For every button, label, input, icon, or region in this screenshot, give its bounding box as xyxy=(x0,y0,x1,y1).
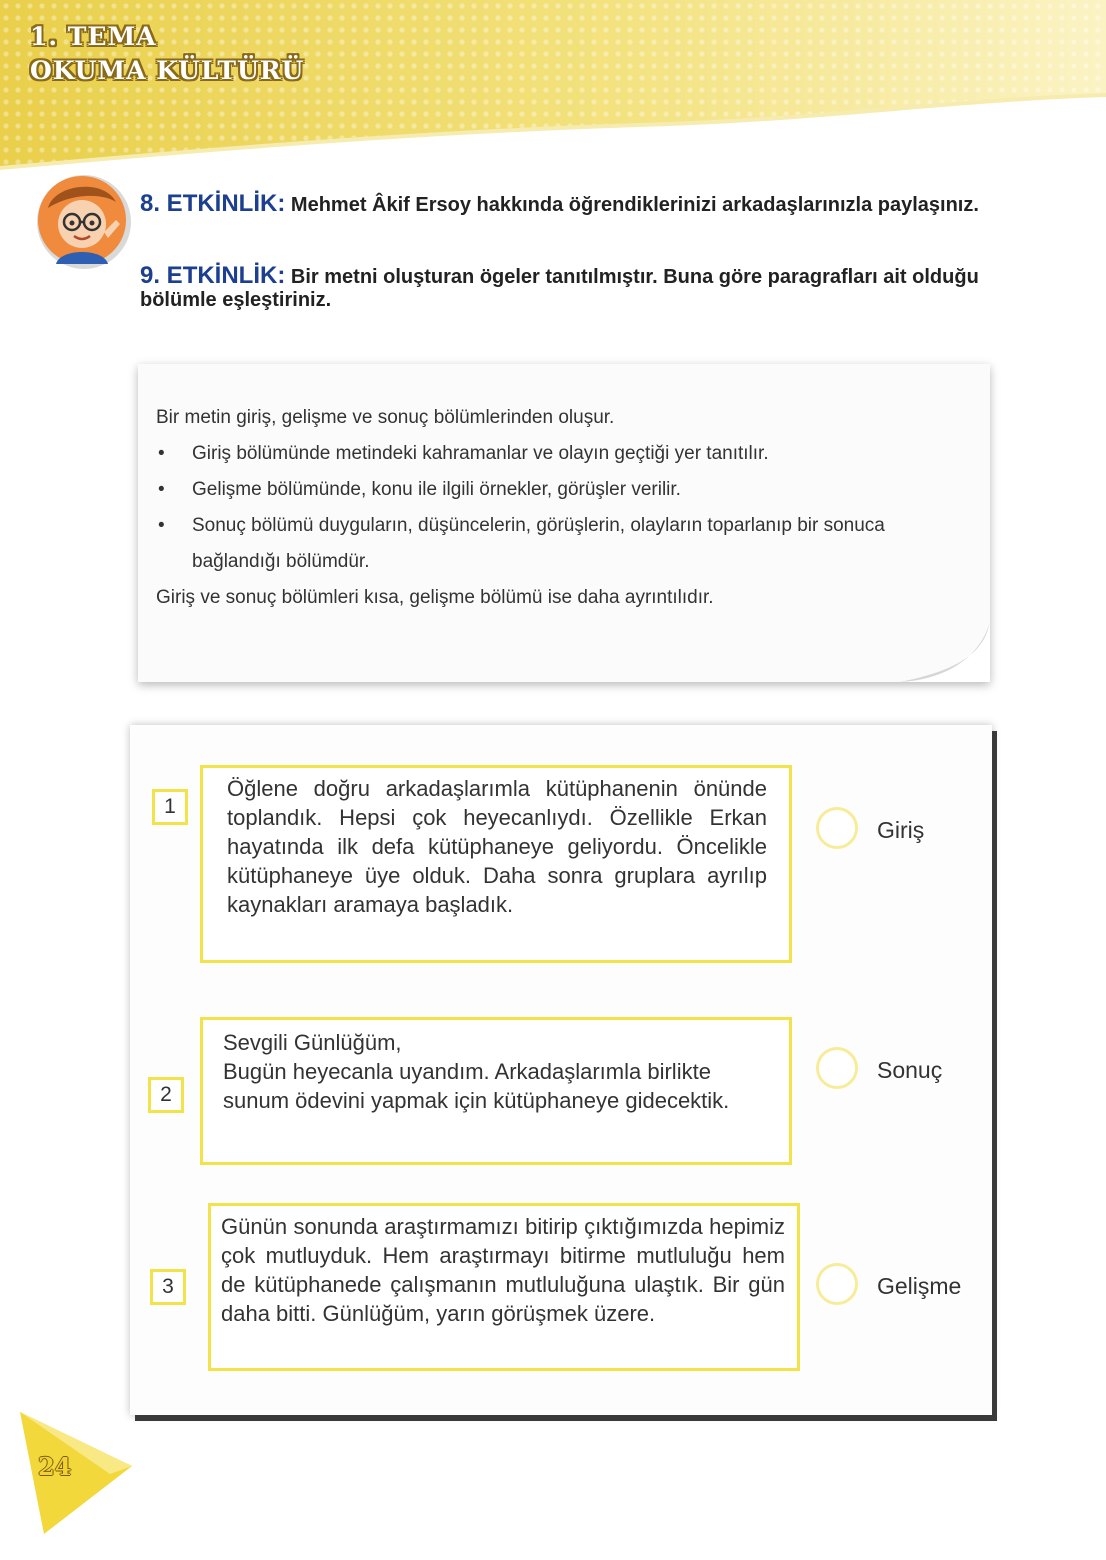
info-bullet: • Sonuç bölümü duyguların, düşüncelerin, görüşlerin, olayların toparlanıp bir sonuca bağlandığı bölümdür. xyxy=(156,508,974,580)
answer-circle-giris[interactable] xyxy=(816,807,858,849)
paragraph-number: 3 xyxy=(150,1269,186,1305)
paragraph-greeting: Sevgili Günlüğüm, xyxy=(223,1030,402,1055)
answer-circle-sonuc[interactable] xyxy=(816,1047,858,1089)
option-label-giris: Giriş xyxy=(877,817,925,843)
info-intro: Bir metin giriş, gelişme ve sonuç bölümlerinden oluşur. xyxy=(156,407,615,428)
activity-9-label: 9. ETKİNLİK: xyxy=(140,262,286,289)
activity-9 xyxy=(140,264,1030,312)
info-bullet: • Giriş bölümünde metindeki kahramanlar ve olayın geçtiği yer tanıtılır. xyxy=(156,436,974,472)
info-bullet-list xyxy=(156,436,974,580)
info-bullet: • Gelişme bölümünde, konu ile ilgili örnekler, görüşler verilir. xyxy=(156,472,974,508)
paragraph-box-1 xyxy=(200,765,792,963)
paragraph-box-2 xyxy=(200,1017,792,1165)
answer-circle-gelisme[interactable] xyxy=(816,1263,858,1305)
paragraph-box-3 xyxy=(208,1203,800,1371)
page-corner-decoration xyxy=(14,1408,144,1538)
info-note-text xyxy=(156,400,974,616)
paragraph-text: Günün sonunda araştırmamızı bitirip çıktığımızda hepimiz çok mutluyduk. Hem araştırmayı bitirme mutluluğu hem de kütüphanede çalışmanın mutluluğuna ulaştık. Bir gün daha bitti. Günlüğüm, yarın görüşmek üzere. xyxy=(221,1214,785,1326)
theme-name: OKUMA KÜLTÜRÜ xyxy=(30,56,305,85)
paragraph-text: Bugün heyecanla uyandım. Arkadaşlarımla birlikte sunum ödevini yapmak için kütüphaneye gidecektik. xyxy=(223,1059,730,1113)
paragraph-number: 1 xyxy=(152,789,188,825)
page-curl-decoration xyxy=(900,622,990,682)
paragraph-number: 2 xyxy=(148,1077,184,1113)
header-background xyxy=(0,0,1106,180)
info-note xyxy=(138,364,990,682)
activity-8 xyxy=(140,192,1030,217)
activity-8-text: Mehmet Âkif Ersoy hakkında öğrendiklerinizi arkadaşlarınızla paylaşınız. xyxy=(290,194,979,216)
activity-8-label: 8. ETKİNLİK: xyxy=(140,190,286,217)
matching-board xyxy=(130,725,992,1415)
activity-9-text: Bir metni oluşturan ögeler tanıtılmıştır. Buna göre paragrafları ait olduğu bölümle eşleştiriniz. xyxy=(140,266,979,311)
page-number: 24 xyxy=(38,1452,72,1481)
option-label-sonuc: Sonuç xyxy=(877,1057,943,1083)
header-band xyxy=(0,0,1106,180)
student-mascot-icon xyxy=(34,172,134,272)
info-outro: Giriş ve sonuç bölümleri kısa, gelişme bölümü ise daha ayrıntılıdır. xyxy=(156,587,714,608)
paragraph-text: Öğlene doğru arkadaşlarımla kütüphanenin önünde toplandık. Hepsi çok heyecanlıydı. Özellikle Erkan hayatında ilk defa kütüphaneye geliyordu. Öncelikle kütüphaneye üye olduk. Daha sonra gruplara ayrılıp kaynakları aramaya başladık. xyxy=(227,776,767,917)
theme-number: 1. TEMA xyxy=(30,22,157,51)
option-label-gelisme: Gelişme xyxy=(877,1273,962,1299)
